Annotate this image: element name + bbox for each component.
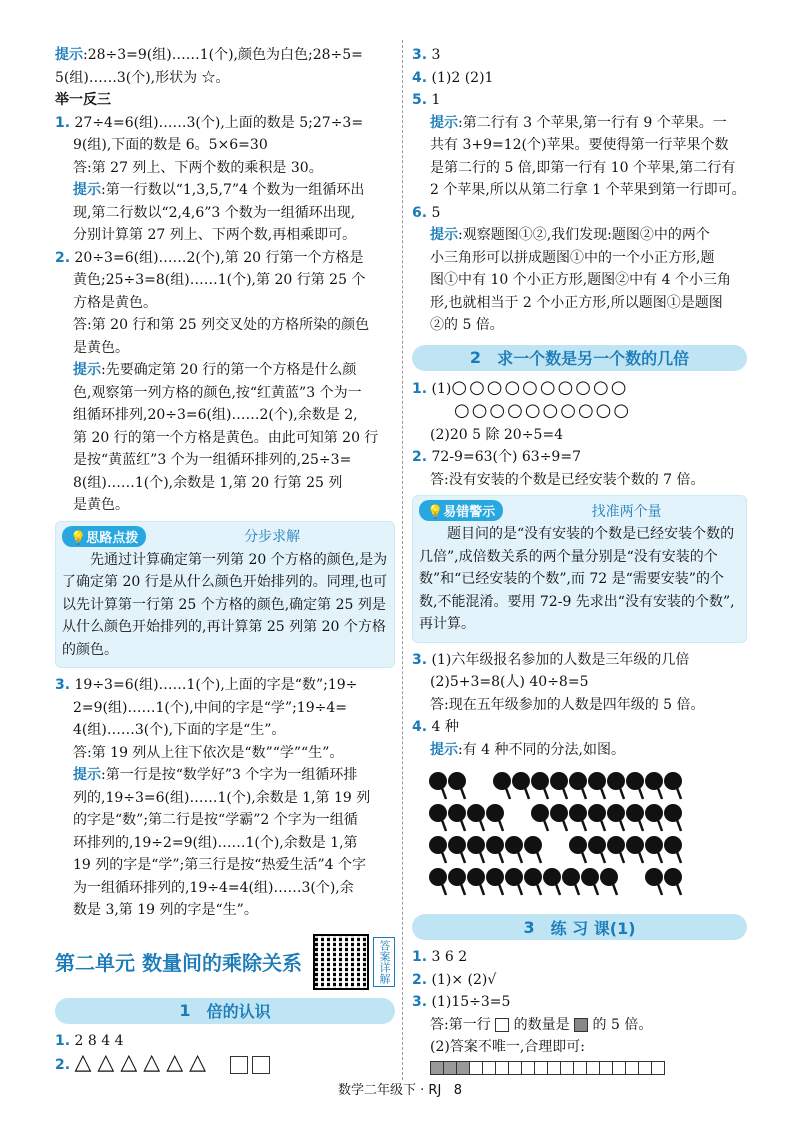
question-number: 1. xyxy=(55,114,71,131)
hint-label: 提示 xyxy=(430,741,458,758)
hint-text: 数是 3,第 19 列的字是“生”。 xyxy=(73,902,258,918)
strip-cell xyxy=(535,1061,548,1075)
left-column xyxy=(55,44,395,1077)
lesson-bar xyxy=(412,914,747,940)
hint-text: 列的,19÷3=6(组)……1(个),余数是 1,第 19 列 xyxy=(73,789,371,806)
square-icon xyxy=(230,1056,248,1074)
pan-handle xyxy=(518,884,522,895)
pan-icon xyxy=(626,836,644,854)
pan-handle xyxy=(677,884,681,895)
pan-icon xyxy=(569,804,587,822)
pan-icon xyxy=(429,836,447,854)
pan-handle xyxy=(620,852,624,863)
pan-handle xyxy=(575,884,579,895)
pan-icon xyxy=(429,804,447,822)
strip-cell xyxy=(483,1061,496,1075)
pan-handle xyxy=(620,788,624,799)
answer-line: 19÷3=6(组)……1(个),上面的字是“数”;19÷ xyxy=(74,677,358,693)
pan-icon xyxy=(543,868,561,886)
hint-label: 提示 xyxy=(73,362,101,378)
pan-icon xyxy=(486,804,504,822)
filled-square-icon xyxy=(574,1018,588,1032)
pan-handle xyxy=(677,788,681,799)
strip-cell xyxy=(548,1061,561,1075)
square-strip xyxy=(430,1061,747,1075)
hint-text: 图①中有 10 个小正方形,题图②中有 4 个小三角 xyxy=(430,272,731,288)
warning-badge: 💡易错警示 xyxy=(419,500,503,521)
lesson-bar xyxy=(412,345,747,371)
strip-cell xyxy=(587,1061,600,1075)
answer-line: 3 xyxy=(431,47,441,63)
pan-icon xyxy=(607,836,625,854)
hint-label: 提示 xyxy=(55,47,83,63)
pan-handle xyxy=(556,884,560,895)
answer-label: (1) xyxy=(431,380,452,397)
pan-handle xyxy=(537,852,541,863)
lightbulb-icon: 💡 xyxy=(70,530,87,546)
pan-icon xyxy=(626,772,644,790)
pan-handle xyxy=(544,820,548,831)
question-number: 1. xyxy=(55,1032,71,1049)
answer-line: (1)15÷3=5 xyxy=(431,994,511,1010)
pan-handle xyxy=(499,820,503,831)
pan-handle xyxy=(582,788,586,799)
question-number: 2. xyxy=(55,249,71,266)
hint-text: 是黄色。 xyxy=(73,497,129,513)
answer-line: 黄色;25÷3=8(组)……1(个),第 20 行第 25 个 xyxy=(73,272,366,288)
pan-handle xyxy=(442,788,446,799)
question-number: 2. xyxy=(412,449,428,465)
pan-icon xyxy=(569,836,587,854)
pan-icon xyxy=(569,772,587,790)
strip-cell xyxy=(639,1061,652,1075)
answer-line: 9(组),下面的数是 6。5×6=30 xyxy=(73,137,268,153)
pan-icon xyxy=(664,836,682,854)
pan-icon xyxy=(512,772,530,790)
hint-text: 色,观察第一列方格的颜色,按“红黄蓝”3 个为一 xyxy=(73,384,362,401)
pan-handle xyxy=(658,820,662,831)
hint-text: :先要确定第 20 行的第一个方格是什么颜 xyxy=(101,362,357,378)
pan-icon xyxy=(588,772,606,790)
question-number: 4. xyxy=(412,69,428,86)
lesson-number: 2 xyxy=(469,348,482,367)
square-icon xyxy=(495,1018,509,1032)
unit-header xyxy=(55,934,395,990)
answer-line: 方格是黄色。 xyxy=(73,294,157,311)
strip-cell xyxy=(470,1061,483,1075)
question-number: 2. xyxy=(412,971,428,988)
hint-text: 是按“黄蓝红”3 个为一组循环排列的,25÷3= xyxy=(73,452,352,468)
answer-line: 27÷4=6(组)……3(个),上面的数是 5;27÷3= xyxy=(74,114,364,131)
pan-handle xyxy=(480,884,484,895)
pan-handle xyxy=(563,820,567,831)
pan-handle xyxy=(461,884,465,895)
answer-line: 72-9=63(个) 63÷9=7 xyxy=(431,449,581,465)
answer-line: (2)答案不唯一,合理即可: xyxy=(430,1039,585,1055)
pan-icon xyxy=(607,804,625,822)
hint-label: 提示 xyxy=(430,114,458,131)
strip-cell xyxy=(496,1061,509,1075)
answer-line: (1)2 (2)1 xyxy=(431,69,494,86)
answer-line: 答:第 19 列从上往下依次是“数”“学”“生”。 xyxy=(73,744,344,761)
hint-text: :有 4 种不同的分法,如图。 xyxy=(458,741,625,758)
hint-text: 分别计算第 27 列上、下两个数,再相乘即可。 xyxy=(73,227,357,243)
strip-cell xyxy=(652,1061,665,1075)
question-number: 3. xyxy=(412,47,428,63)
hint-label: 提示 xyxy=(430,227,458,243)
pan-icon xyxy=(531,804,549,822)
answer-line: 3 6 2 xyxy=(431,949,468,965)
pan-icon xyxy=(645,804,663,822)
pan-handle xyxy=(594,884,598,895)
pan-handle xyxy=(582,852,586,863)
hint-text: 5(组)……3(个),形状为 ☆。 xyxy=(55,69,230,86)
pan-handle xyxy=(563,788,567,799)
pan-handle xyxy=(506,788,510,799)
strip-cell xyxy=(626,1061,639,1075)
answer-line: 答:现在五年级参加的人数是四年级的 5 倍。 xyxy=(430,696,705,713)
pan-handle xyxy=(499,884,503,895)
answer-line: 2 8 4 4 xyxy=(74,1032,124,1049)
question-number: 4. xyxy=(412,719,428,735)
question-number: 3. xyxy=(55,677,71,693)
warning-title: 找准两个量 xyxy=(591,503,662,520)
page-number: 8 xyxy=(453,1083,462,1098)
question-number: 5. xyxy=(412,92,428,108)
pan-handle xyxy=(639,852,643,863)
pan-handle xyxy=(601,852,605,863)
answer-line: (2)20 5 除 20÷5=4 xyxy=(430,426,563,443)
pan-handle xyxy=(499,852,503,863)
pan-handle xyxy=(537,884,541,895)
pan-handle xyxy=(658,852,662,863)
pan-handle xyxy=(658,788,662,799)
lightbulb-icon: 💡 xyxy=(427,505,444,520)
hint-text: ②的 5 倍。 xyxy=(430,317,504,333)
answer-line: 答:第 20 行和第 25 列交叉处的方格所染的颜色 xyxy=(73,317,370,333)
pan-icon xyxy=(645,836,663,854)
pan-handle xyxy=(677,852,681,863)
unit-title: 第二单元 数量间的乘除关系 xyxy=(55,951,302,975)
pan-icon xyxy=(588,804,606,822)
pan-icon xyxy=(429,772,447,790)
circles-row: ○○○○○○○○○○ xyxy=(454,400,632,421)
pan-handle xyxy=(461,820,465,831)
pan-handle xyxy=(620,820,624,831)
pan-icon xyxy=(448,836,466,854)
strip-cell xyxy=(457,1061,470,1075)
pan-icon xyxy=(448,868,466,886)
square-icon xyxy=(252,1056,270,1074)
hint-text: 第 20 行的第一个方格是黄色。由此可知第 20 行 xyxy=(73,429,379,446)
lesson-number: 1 xyxy=(179,1001,191,1020)
answer-line: 答:第 27 列上、下两个数的乘积是 30。 xyxy=(73,159,323,176)
lesson-title: 倍的认识 xyxy=(206,1002,271,1021)
pan-handle xyxy=(544,788,548,799)
pan-handle xyxy=(518,852,522,863)
hint-text: 2 个苹果,所以从第二行拿 1 个苹果到第一行即可。 xyxy=(430,182,746,198)
pan-handle xyxy=(442,852,446,863)
pan-icon xyxy=(486,868,504,886)
hint-text: :第二行有 3 个苹果,第一行有 9 个苹果。一 xyxy=(458,114,727,131)
warning-text: 题目问的是“没有安装的个数是已经安装个数的几倍”,成倍数关系的两个量分别是“没有安装的个数”和“已经安装的个数”,而 72 是“需要安装”的个数,不能混淆。要用 72-9 先求出“没有安装的个数”,再计算。 xyxy=(419,526,735,632)
lesson-title: 求一个数是另一个数的几倍 xyxy=(497,349,690,368)
hint-text: :第一行是按“数学好”3 个字为一组循环排 xyxy=(101,767,358,783)
hint-text: 小三角形可以拼成题图①中的一个小正方形,题 xyxy=(430,249,715,266)
pan-icon xyxy=(562,868,580,886)
pan-handle xyxy=(639,820,643,831)
pan-handle xyxy=(677,820,681,831)
question-number: 3. xyxy=(412,651,428,668)
footer-text: 数学二年级下 · RJ xyxy=(338,1083,442,1098)
pan-icon xyxy=(467,868,485,886)
pan-handle xyxy=(658,884,662,895)
pan-icon xyxy=(524,868,542,886)
answer-text: 的数量是 xyxy=(513,1016,570,1033)
circles-row: ○○○○○○○○○○ xyxy=(451,376,629,398)
pan-handle xyxy=(480,852,484,863)
pan-handle xyxy=(442,884,446,895)
strip-cell xyxy=(613,1061,626,1075)
pan-icon xyxy=(645,868,663,886)
pan-handle xyxy=(461,852,465,863)
pan-icon xyxy=(626,804,644,822)
pan-icon xyxy=(664,868,682,886)
answer-line: 4 种 xyxy=(431,719,459,735)
hint-text: 19 列的字是“学”;第三行是按“热爱生活”4 个字 xyxy=(73,857,366,873)
strip-cell xyxy=(600,1061,613,1075)
hint-text: 8(组)……1(个),余数是 1,第 20 行第 25 列 xyxy=(73,474,343,491)
right-column xyxy=(412,44,747,1075)
pan-icon xyxy=(588,836,606,854)
pan-handle xyxy=(613,884,617,895)
lesson-bar xyxy=(55,998,395,1024)
pan-icon xyxy=(448,772,466,790)
pan-icon xyxy=(467,804,485,822)
strip-cell xyxy=(574,1061,587,1075)
pan-icon xyxy=(429,868,447,886)
triangles: △△△△△△ xyxy=(74,1050,213,1075)
answer-line: 2=9(组)……1(个),中间的字是“学”;19÷4= xyxy=(73,699,347,716)
question-number: 6. xyxy=(412,204,428,221)
hint-text: 现,第二行数以“2,4,6”3 个数为一组循环出现, xyxy=(73,204,356,221)
pan-icon xyxy=(600,868,618,886)
strip-cell xyxy=(444,1061,457,1075)
pan-icon xyxy=(550,772,568,790)
pan-icon xyxy=(581,868,599,886)
answer-text: 的 5 倍。 xyxy=(592,1016,653,1033)
qr-code-icon[interactable] xyxy=(313,934,369,990)
hint-text: 共有 3+9=12(个)苹果。要使得第一行苹果个数 xyxy=(430,137,729,153)
pan-icon xyxy=(448,804,466,822)
tip-text: 先通过计算确定第一列第 20 个方格的颜色,是为了确定第 20 行是从什么颜色开始排列的。同理,也可以先计算第一行第 25 个方格的颜色,确定第 25 列是从什么颜色开始排列的,再计算第 25 列第 20 个方格的颜色。 xyxy=(62,551,388,658)
hint-text: 形,也就相当于 2 个小正方形,所以题图①是题图 xyxy=(430,294,723,311)
question-number: 3. xyxy=(412,994,428,1010)
hint-text: 是第二行的 5 倍,即第一行有 10 个苹果,第二行有 xyxy=(430,159,736,176)
answer-line: (1)六年级报名参加的人数是三年级的几倍 xyxy=(431,651,690,668)
pan-icon xyxy=(486,836,504,854)
hint-text: 的字是“数”;第二行是按“学霸”2 个字为一组循 xyxy=(73,812,358,828)
strip-cell xyxy=(509,1061,522,1075)
column-divider xyxy=(402,40,403,1080)
pan-handle xyxy=(480,820,484,831)
pan-icon xyxy=(664,772,682,790)
question-number: 1. xyxy=(412,949,428,965)
tip-badge: 💡思路点拨 xyxy=(62,526,146,547)
strip-cell xyxy=(522,1061,535,1075)
answer-line: 5 xyxy=(431,204,441,221)
hint-text: 为一组循环排列的,19÷4=4(组)……3(个),余 xyxy=(73,879,354,896)
answer-line: 4(组)……3(个),下面的字是“生”。 xyxy=(73,722,286,738)
pan-handle xyxy=(582,820,586,831)
pan-icon xyxy=(607,772,625,790)
qr-label: 答案详解 xyxy=(373,937,395,987)
pan-handle xyxy=(601,788,605,799)
answer-line: (2)5+3=8(人) 40÷8=5 xyxy=(430,674,589,690)
section-title: 举一反三 xyxy=(55,92,111,108)
answer-line: 1 xyxy=(431,92,441,108)
answer-line: (1)× (2)√ xyxy=(431,971,497,988)
pan-icon xyxy=(550,804,568,822)
pan-icon xyxy=(505,836,523,854)
pan-icon xyxy=(645,772,663,790)
pan-icon xyxy=(524,836,542,854)
answer-text: 答:第一行 xyxy=(430,1016,491,1033)
hint-text: 环排列的,19÷2=9(组)……1(个),余数是 1,第 xyxy=(73,834,358,851)
answer-line: 答:没有安装的个数是已经安装个数的 7 倍。 xyxy=(430,471,705,488)
hint-label: 提示 xyxy=(73,182,101,198)
warning-box xyxy=(412,495,747,643)
hint-text: :第一行数以“1,3,5,7”4 个数为一组循环出 xyxy=(101,182,365,198)
pan-handle xyxy=(639,788,643,799)
hint-text: 组循环排列,20÷3=6(组)……2(个),余数是 2, xyxy=(73,407,358,423)
pan-icon xyxy=(467,836,485,854)
pan-handle xyxy=(601,820,605,831)
question-number: 2. xyxy=(55,1057,71,1073)
pan-icon xyxy=(664,804,682,822)
pan-handle xyxy=(525,788,529,799)
tip-box xyxy=(55,521,395,669)
pan-icon xyxy=(505,868,523,886)
pan-icon xyxy=(531,772,549,790)
strip-cell xyxy=(561,1061,574,1075)
lesson-number: 3 xyxy=(523,917,535,937)
strip-cell xyxy=(430,1061,444,1075)
lesson-title: 练 习 课(1) xyxy=(550,918,636,938)
answer-line: 20÷3=6(组)……2(个),第 20 行第一个方格是 xyxy=(74,249,364,266)
hint-text: :28÷3=9(组)……1(个),颜色为白色;28÷5= xyxy=(83,47,363,63)
pans-figure xyxy=(424,767,724,902)
page-footer xyxy=(0,1079,800,1098)
pan-handle xyxy=(461,788,465,799)
pan-handle xyxy=(442,820,446,831)
question-number: 1. xyxy=(412,380,428,397)
hint-label: 提示 xyxy=(73,767,101,783)
answer-line: 是黄色。 xyxy=(73,339,129,356)
tip-title: 分步求解 xyxy=(244,529,301,545)
hint-text: :观察题图①②,我们发现:题图②中的两个 xyxy=(458,227,710,243)
pan-icon xyxy=(493,772,511,790)
